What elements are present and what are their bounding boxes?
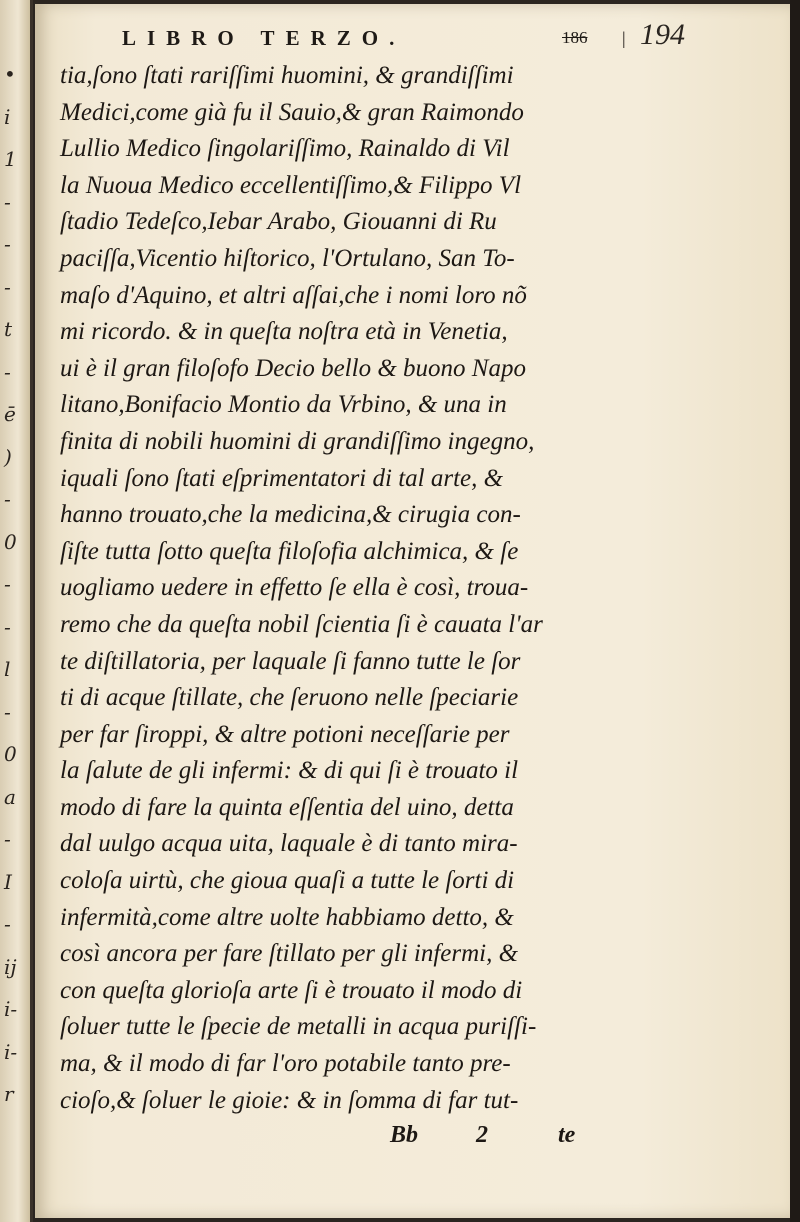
text-line: cioſo,& ſoluer le gioie: & in ſomma di far tut- [60,1086,519,1114]
text-line: finita di nobili huomini di grandiſſimo ingegno, [60,427,535,455]
facing-page-fragment: - [4,189,11,214]
text-line: maſo d'Aquino, et altri aſſai,che i nomi loro nõ [60,281,527,309]
facing-page-fragment: 1 [4,147,17,171]
text-line: ma, & il modo di far l'oro potabile tanto pre- [60,1050,511,1078]
text-line: uogliamo uedere in effetto ſe ella è così, troua- [60,574,529,602]
text-line: ui è il gran filoſofo Decio bello & buono Napo [60,354,526,382]
facing-page-fragment: ē [4,402,16,426]
signature-number: 2 [476,1122,488,1148]
facing-page-fragment: r [4,1082,14,1106]
facing-page-fragment: - [4,912,11,936]
facing-page-fragment: I [4,869,12,894]
text-line: remo che da queſta nobil ſcientia ſi è cauata l'ar [60,610,543,638]
facing-page-fragment: - [4,614,11,639]
page-footer [390,1122,590,1156]
text-line: ſoluer tutte le ſpecie de metalli in acqua puriſſi- [60,1013,537,1041]
facing-page-fragment: 0 [4,529,17,554]
text-line: con queſta glorioſa arte ſi è trouato il modo di [60,976,523,1004]
facing-page-fragment: l [4,657,11,681]
catchword: te [558,1122,576,1148]
facing-page-fragment: 0 [4,742,17,766]
text-line: tia,ſono ſtati rariſſimi huomini, & grandiſſimi [60,62,514,89]
text-line: infermità,come altre uolte habbiamo detto, & [60,903,514,931]
folio-number: 194 [640,18,685,51]
text-line: iquali ſono ſtati eſprimentatori di tal arte, & [60,464,504,492]
facing-page-fragment: t [4,317,13,341]
text-line: coloſa uirtù, che gioua quaſi a tutte le ſorti di [60,867,515,895]
text-line: Lullio Medico ſingolariſſimo, Rainaldo di Vil [60,135,510,163]
facing-page-fragment: a [4,784,16,809]
text-line: la ſalute de gli infermi: & di qui ſi è trouato il [60,757,519,785]
text-line: così ancora per fare ſtillato per gli infermi, & [60,940,519,968]
facing-page-fragment: i [4,104,11,129]
text-line: paciſſa,Vicentio hiſtorico, l'Ortulano, San To- [60,244,515,272]
text-line: modo di fare la quinta eſſentia del uino, detta [60,793,514,821]
facing-page-fragment: - [4,487,11,511]
text-line: te diſtillatoria, per laquale ſi fanno tutte le ſor [60,647,521,675]
page-header [92,18,692,62]
facing-page-edge [0,0,33,1222]
facing-page-fragment: - [4,572,11,596]
text-line: hanno trouato,che la medicina,& cirugia con- [60,501,521,529]
text-line: per far ſiroppi, & altre potioni neceſſarie per [60,720,510,748]
running-head: LIBRO TERZO. [122,26,406,50]
text-line: ſiſte tutta ſotto queſta filoſofia alchimica, & ſe [60,537,519,565]
facing-page-fragment: ) [4,444,12,469]
text-line: Medici,come già fu il Sauio,& gran Raimondo [60,98,524,126]
text-line: la Nuoua Medico eccellentiſſimo,& Filippo Vl [60,171,522,199]
facing-page-fragment: i- [4,997,18,1021]
facing-page-fragment: - [4,232,11,256]
text-line: ſtadio Tedeſco,Iebar Arabo, Giouanni di Ru [60,208,497,236]
body-text [60,58,625,1119]
signature-mark: Bb [390,1122,419,1148]
facing-page-fragment: - [4,359,11,384]
facing-page-fragment: i- [4,1039,18,1064]
facing-page-fragment: - [4,699,11,724]
facing-page-fragment: ij [4,954,17,979]
text-line: dal uulgo acqua uita, laquale è di tanto mira- [60,830,518,858]
folio-separator: | [622,28,626,48]
facing-page-fragment: • [4,62,16,86]
page-shadow-edge [790,0,800,1222]
text-line: ti di acque ſtillate, che ſeruono nelle ſpeciarie [60,684,519,712]
text-line: mi ricordo. & in queſta noſtra età in Venetia, [60,318,508,346]
facing-page-fragment: - [4,274,11,299]
text-line: litano,Bonifacio Montio da Vrbino, & una in [60,391,507,419]
facing-page-fragment: - [4,827,11,851]
old-folio-number: 186 [562,28,588,47]
